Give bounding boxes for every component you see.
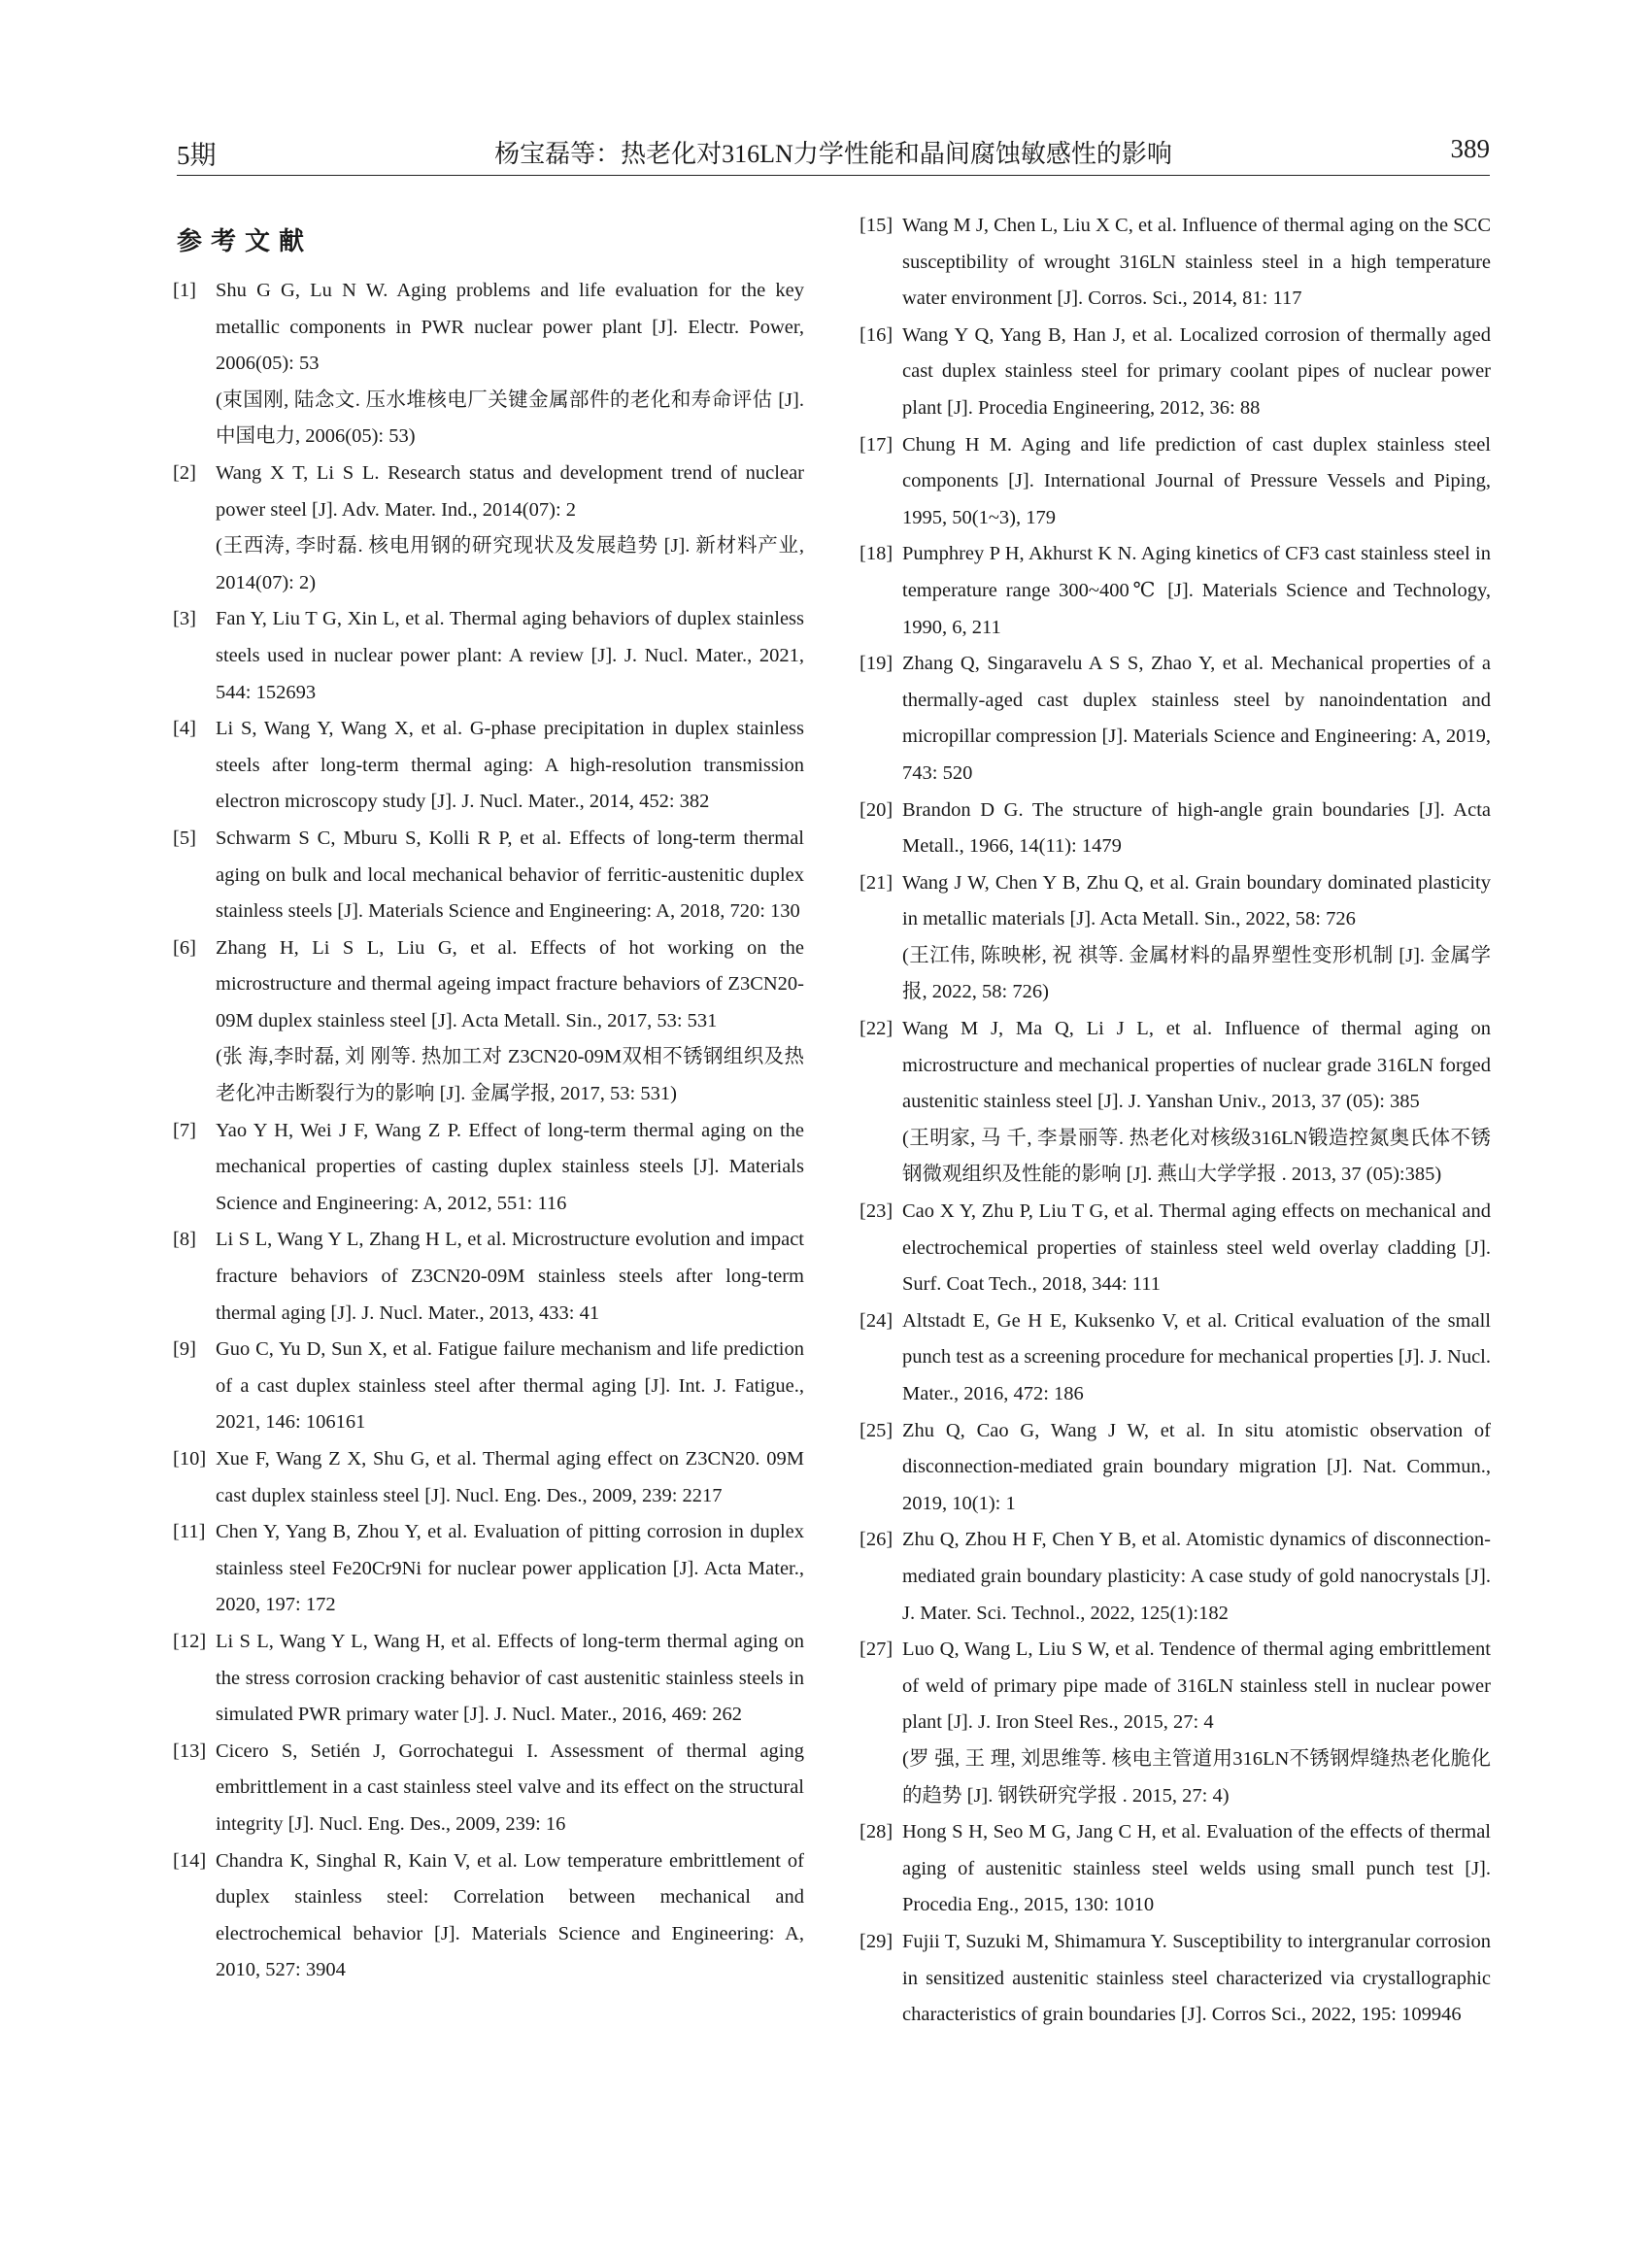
reference-item (173, 821, 804, 930)
reference-text: Yao Y H, Wei J F, Wang Z P. Effect of long-term thermal aging on the mechanical properties of casting duplex stainless steels [J]. Materials Science and Engineering: A, 2012, 551: 116 (216, 1119, 804, 1214)
reference-number: [23] (860, 1200, 893, 1223)
reference-chinese-text: (王明家, 马 千, 李景丽等. 热老化对核级316LN锻造控氮奥氏体不锈钢微观组织及性能的影响 [J]. 燕山大学学报 . 2013, 37 (05):385) (902, 1127, 1491, 1186)
reference-item (860, 1413, 1491, 1523)
reference-item (860, 1522, 1491, 1632)
reference-text: Brandon D G. The structure of high-angle grain boundaries [J]. Acta Metall., 1966, 14(11): 1479 (902, 798, 1491, 858)
reference-number: [2] (173, 461, 196, 484)
reference-number: [18] (860, 543, 893, 565)
reference-item (173, 1843, 804, 1989)
reference-item (860, 536, 1491, 646)
reference-number: [1] (173, 280, 196, 301)
reference-number: [20] (860, 798, 893, 821)
reference-text: Wang X T, Li S L. Research status and development trend of nuclear power steel [J]. Adv. Mater. Ind., 2014(07): 2 (216, 461, 804, 521)
reference-item (860, 427, 1491, 537)
reference-text: Guo C, Yu D, Sun X, et al. Fatigue failure mechanism and life prediction of a cast duplex stainless steel after thermal aging [J]. Int. J. Fatigue., 2021, 146: 106161 (216, 1338, 804, 1434)
reference-text: Zhang Q, Singaravelu A S S, Zhao Y, et al. Mechanical properties of a thermally-aged cast duplex stainless steel by nanoindentation and micropillar compression [J]. Materials Science and Engineering: A, 2019, 743: 520 (902, 653, 1491, 784)
reference-text: Cao X Y, Zhu P, Liu T G, et al. Thermal aging effects on mechanical and electrochemical properties of stainless steel weld overlay cladding [J]. Surf. Coat Tech., 2018, 344: 111 (902, 1200, 1491, 1296)
reference-item (860, 208, 1491, 318)
reference-item (860, 1011, 1491, 1194)
reference-number: [16] (860, 323, 893, 346)
reference-number: [3] (173, 608, 196, 630)
reference-item (860, 793, 1491, 865)
reference-text: Wang Y Q, Yang B, Han J, et al. Localized corrosion of thermally aged cast duplex stainless steel for primary coolant pipes of nuclear power plant [J]. Procedia Engineering, 2012, 36: 88 (902, 323, 1491, 419)
reference-number: [6] (173, 936, 196, 959)
reference-text: Li S, Wang Y, Wang X, et al. G-phase precipitation in duplex stainless steels after long-term thermal aging: A high-resolution transmission electron microscopy study [J]. J. Nucl. Mater., 2014, 452: 382 (216, 718, 804, 813)
reference-number: [17] (860, 433, 893, 456)
reference-number: [14] (173, 1849, 207, 1872)
reference-text: Chung H M. Aging and life prediction of cast duplex stainless steel components [J]. International Journal of Pressure Vessels and Piping, 1995, 50(1~3), 179 (902, 433, 1491, 528)
reference-text: Wang J W, Chen Y B, Zhu Q, et al. Grain boundary dominated plasticity in metallic materials [J]. Acta Metall. Sin., 2022, 58: 726 (902, 871, 1491, 930)
reference-number: [10] (173, 1448, 207, 1470)
issue-label: 5期 (177, 141, 217, 170)
reference-text: Wang M J, Chen L, Liu X C, et al. Influence of thermal aging on the SCC susceptibility of wrought 316LN stainless steel in a high temperature water environment [J]. Corros. Sci., 2014, 81: 117 (902, 215, 1491, 310)
reference-chinese-text: (张 海,李时磊, 刘 刚等. 热加工对 Z3CN20-09M双相不锈钢组织及热老化冲击断裂行为的影响 [J]. 金属学报, 2017, 53: 531) (216, 1046, 804, 1105)
reference-item (173, 1514, 804, 1624)
reference-item (173, 1734, 804, 1843)
reference-text: Zhu Q, Cao G, Wang J W, et al. In situ atomistic observation of disconnection-mediated grain boundary migration [J]. Nat. Commun., 2019, 10(1): 1 (902, 1419, 1491, 1514)
reference-item (173, 930, 804, 1113)
running-title: 杨宝磊等：热老化对316LN力学性能和晶间腐蚀敏感性的影响 (494, 140, 1172, 168)
references-left-column (173, 273, 804, 1989)
reference-text: Hong S H, Seo M G, Jang C H, et al. Evaluation of the effects of thermal aging of austenitic stainless steel welds using small punch test [J]. Procedia Eng., 2015, 130: 1010 (902, 1821, 1491, 1916)
reference-number: [12] (173, 1630, 207, 1652)
reference-text: Cicero S, Setién J, Gorrochategui I. Assessment of thermal aging embrittlement in a cast stainless steel valve and its effect on the structural integrity [J]. Nucl. Eng. Des., 2009, 239: 16 (216, 1740, 804, 1835)
reference-number: [5] (173, 827, 196, 849)
reference-number: [25] (860, 1419, 893, 1441)
running-header (177, 130, 1490, 173)
reference-item (173, 1441, 804, 1514)
reference-item (860, 865, 1491, 1011)
reference-number: [27] (860, 1639, 893, 1661)
references-heading: 参考文献 (177, 227, 314, 255)
reference-text: Wang M J, Ma Q, Li J L, et al. Influence of thermal aging on microstructure and mechanical properties of nuclear grade 316LN forged austenitic stainless steel [J]. J. Yanshan Univ., 2013, 37 (05): 385 (902, 1018, 1491, 1113)
reference-number: [7] (173, 1119, 196, 1141)
reference-text: Pumphrey P H, Akhurst K N. Aging kinetics of CF3 cast stainless steel in temperature range 300~400℃ [J]. Materials Science and Technology, 1990, 6, 211 (902, 543, 1491, 638)
reference-chinese-text: (王西涛, 李时磊. 核电用钢的研究现状及发展趋势 [J]. 新材料产业, 2014(07): 2) (216, 535, 804, 593)
reference-number: [8] (173, 1229, 196, 1251)
reference-text: Chen Y, Yang B, Zhou Y, et al. Evaluation of pitting corrosion in duplex stainless steel Fe20Cr9Ni for nuclear power application [J]. Acta Mater., 2020, 197: 172 (216, 1521, 804, 1616)
reference-item (173, 1113, 804, 1223)
reference-text: Luo Q, Wang L, Liu S W, et al. Tendence of thermal aging embrittlement of weld of primary pipe made of 316LN stainless stell in nuclear power plant [J]. J. Iron Steel Res., 2015, 27: 4 (902, 1639, 1491, 1734)
reference-number: [26] (860, 1529, 893, 1551)
reference-item (173, 1624, 804, 1734)
reference-chinese-text: (王江伟, 陈映彬, 祝 祺等. 金属材料的晶界塑性变形机制 [J]. 金属学报, 2022, 58: 726) (902, 944, 1491, 1003)
reference-text: Altstadt E, Ge H E, Kuksenko V, et al. Critical evaluation of the small punch test as a screening procedure for mechanical properties [J]. J. Nucl. Mater., 2016, 472: 186 (902, 1309, 1491, 1404)
reference-item (173, 273, 804, 456)
reference-number: [29] (860, 1930, 893, 1952)
reference-item (860, 646, 1491, 792)
reference-number: [9] (173, 1338, 196, 1361)
reference-number: [22] (860, 1018, 893, 1040)
reference-number: [11] (173, 1521, 206, 1543)
reference-item (860, 1814, 1491, 1924)
reference-chinese-text: (束国刚, 陆念文. 压水堆核电厂关键金属部件的老化和寿命评估 [J]. 中国电力, 2006(05): 53) (216, 389, 804, 448)
reference-item (173, 456, 804, 601)
reference-text: Li S L, Wang Y L, Wang H, et al. Effects of long-term thermal aging on the stress corrosion cracking behavior of cast austenitic stainless steels in simulated PWR primary water [J]. J. Nucl. Mater., 2016, 469: 262 (216, 1630, 804, 1726)
reference-text: Zhu Q, Zhou H F, Chen Y B, et al. Atomistic dynamics of disconnection-mediated grain boundary plasticity: A case study of gold nanocrystals [J]. J. Mater. Sci. Technol., 2022, 125(1):182 (902, 1529, 1491, 1624)
reference-text: Xue F, Wang Z X, Shu G, et al. Thermal aging effect on Z3CN20. 09M cast duplex stainless steel [J]. Nucl. Eng. Des., 2009, 239: 2217 (216, 1448, 804, 1506)
reference-chinese-text: (罗 强, 王 理, 刘思维等. 核电主管道用316LN不锈钢焊缝热老化脆化的趋势 [J]. 钢铁研究学报 . 2015, 27: 4) (902, 1747, 1491, 1807)
reference-number: [24] (860, 1309, 893, 1332)
reference-text: Fan Y, Liu T G, Xin L, et al. Thermal aging behaviors of duplex stainless steels used in nuclear power plant: A review [J]. J. Nucl. Mater., 2021, 544: 152693 (216, 608, 804, 703)
reference-item (860, 1194, 1491, 1303)
reference-item (173, 601, 804, 711)
reference-number: [21] (860, 871, 893, 894)
reference-item (860, 318, 1491, 427)
reference-text: Fujii T, Suzuki M, Shimamura Y. Susceptibility to intergranular corrosion in sensitized austenitic stainless steel characterized via crystallographic characteristics of grain boundaries [J]. Corros Sci., 2022, 195: 109946 (902, 1930, 1491, 2026)
reference-item (173, 1222, 804, 1332)
reference-number: [15] (860, 215, 893, 236)
reference-number: [4] (173, 718, 196, 740)
reference-text: Li S L, Wang Y L, Zhang H L, et al. Microstructure evolution and impact fracture behaviors of Z3CN20-09M stainless steels after long-term thermal aging [J]. J. Nucl. Mater., 2013, 433: 41 (216, 1229, 804, 1324)
reference-item (173, 1332, 804, 1441)
reference-item (860, 1924, 1491, 2034)
reference-text: Schwarm S C, Mburu S, Kolli R P, et al. Effects of long-term thermal aging on bulk and local mechanical behavior of ferritic-austenitic duplex stainless steels [J]. Materials Science and Engineering: A, 2018, 720: 130 (216, 827, 804, 923)
reference-number: [19] (860, 653, 893, 675)
reference-text: Chandra K, Singhal R, Kain V, et al. Low temperature embrittlement of duplex stainless steel: Correlation between mechanical and electrochemical behavior [J]. Materials Science and Engineering: A, 2010, 527: 3904 (216, 1849, 804, 1981)
reference-item (860, 1632, 1491, 1814)
header-rule (177, 175, 1490, 176)
page-number: 389 (1450, 134, 1490, 163)
references-right-column (860, 208, 1491, 2034)
reference-number: [28] (860, 1821, 893, 1843)
reference-item (860, 1303, 1491, 1413)
reference-item (173, 711, 804, 821)
reference-text: Zhang H, Li S L, Liu G, et al. Effects of hot working on the microstructure and thermal ageing impact fracture behaviors of Z3CN20-09M duplex stainless steel [J]. Acta Metall. Sin., 2017, 53: 531 (216, 936, 804, 1031)
reference-number: [13] (173, 1740, 207, 1762)
reference-text: Shu G G, Lu N W. Aging problems and life evaluation for the key metallic components in PWR nuclear power plant [J]. Electr. Power, 2006(05): 53 (216, 280, 804, 375)
